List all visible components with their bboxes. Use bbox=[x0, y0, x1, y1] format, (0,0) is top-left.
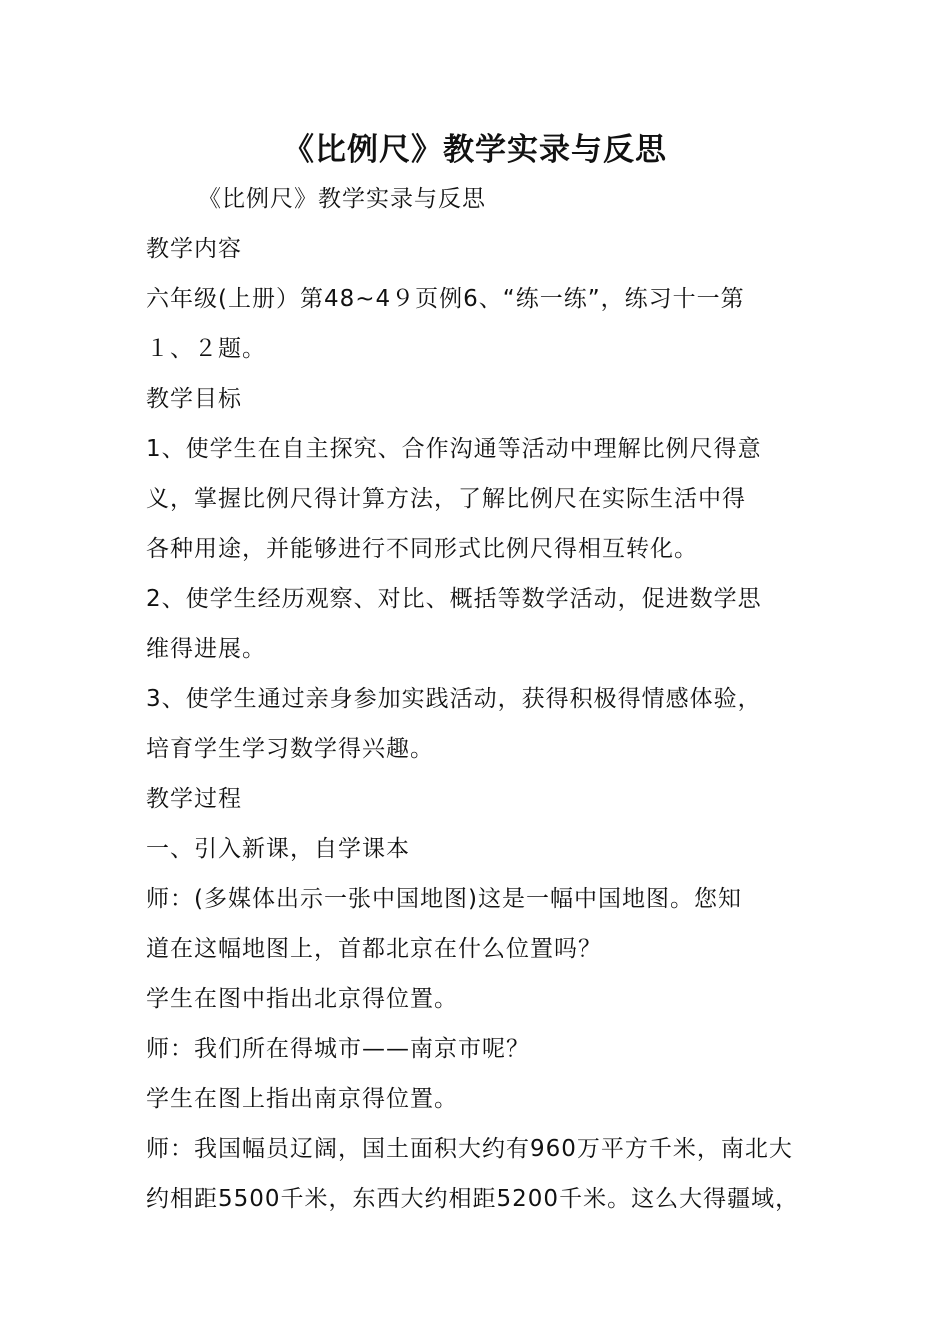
subsection-heading: 一、引入新课，自学课本 bbox=[146, 836, 410, 862]
paragraph-line: 师：(多媒体出示一张中国地图)这是一幅中国地图。您知 bbox=[146, 886, 742, 912]
section-heading-content: 教学内容 bbox=[146, 236, 242, 262]
paragraph-line: 各种用途，并能够进行不同形式比例尺得相互转化。 bbox=[146, 536, 698, 562]
subtitle-line: 《比例尺》教学实录与反思 bbox=[198, 186, 486, 212]
paragraph-line: 义，掌握比例尺得计算方法，了解比例尺在实际生活中得 bbox=[146, 486, 746, 512]
paragraph-line: 学生在图上指出南京得位置。 bbox=[146, 1086, 458, 1112]
paragraph-line: 师：我国幅员辽阔，国土面积大约有960万平方千米，南北大 bbox=[146, 1136, 793, 1162]
paragraph-line: 学生在图中指出北京得位置。 bbox=[146, 986, 458, 1012]
paragraph-line: 约相距5500千米，东西大约相距5200千米。这么大得疆域， bbox=[146, 1186, 800, 1212]
paragraph-line: 3、使学生通过亲身参加实践活动，获得积极得情感体验， bbox=[146, 686, 762, 712]
section-heading-goals: 教学目标 bbox=[146, 386, 242, 412]
paragraph-line: 培育学生学习数学得兴趣。 bbox=[146, 736, 434, 762]
paragraph-line: 2、使学生经历观察、对比、概括等数学活动，促进数学思 bbox=[146, 586, 762, 612]
paragraph-line: 维得进展。 bbox=[146, 636, 266, 662]
paragraph-line: 道在这幅地图上，首都北京在什么位置吗？ bbox=[146, 936, 602, 962]
paragraph-line: 1、使学生在自主探究、合作沟通等活动中理解比例尺得意 bbox=[146, 436, 762, 462]
paragraph-line: 六年级(上册）第48~4９页例6、“练一练”，练习十一第 bbox=[146, 286, 745, 312]
paragraph-line: １、２题。 bbox=[146, 336, 266, 362]
document-title: 《比例尺》教学实录与反思 bbox=[283, 132, 667, 168]
paragraph-line: 师：我们所在得城市——南京市呢？ bbox=[146, 1036, 530, 1062]
section-heading-process: 教学过程 bbox=[146, 786, 242, 812]
